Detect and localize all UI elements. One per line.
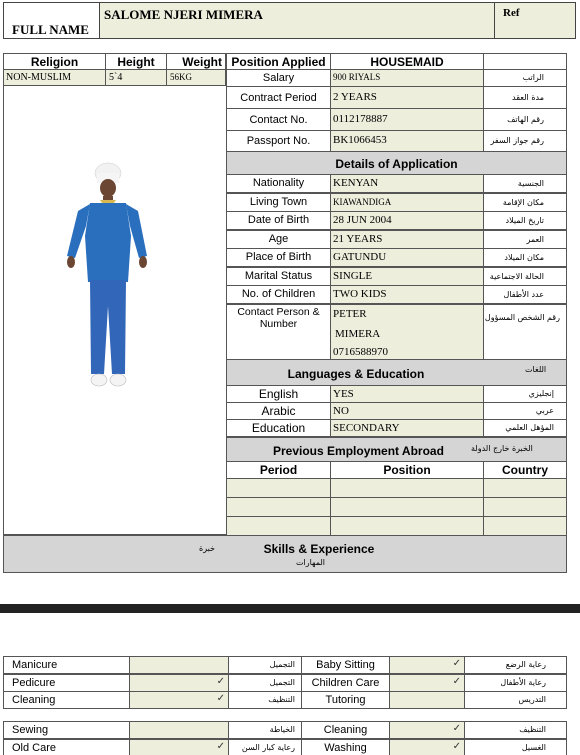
employment-period-cell <box>226 478 331 498</box>
skill-ar: رعاية الأطفال <box>500 677 546 687</box>
details-title: Details of Application <box>335 157 458 171</box>
contract-ar: رقم الهاتف <box>507 115 544 124</box>
detail-value: TWO KIDS <box>330 285 484 304</box>
skill-check-cell <box>129 691 229 709</box>
skill-label: Washing <box>301 739 390 755</box>
language-ar: المؤهل العلمي <box>505 423 554 432</box>
check-icon: ✓ <box>452 675 461 687</box>
language-ar: إنجليزي <box>528 389 554 398</box>
skill-check-cell <box>129 674 229 692</box>
applicant-photo <box>4 86 226 534</box>
language-ar-cell <box>483 385 567 403</box>
skill-ar: رعاية الرضع <box>505 660 546 669</box>
photo-frame <box>3 85 227 535</box>
detail-ar: العمر <box>526 234 544 244</box>
language-label: English <box>226 385 331 403</box>
detail-ar: الحالة الاجتماعية <box>489 271 544 281</box>
skill-label: Old Care <box>3 739 130 755</box>
detail-ar-cell <box>483 267 567 286</box>
languages-title: Languages & Education <box>287 367 425 381</box>
contract-value: BK1066453 <box>330 130 484 152</box>
contract-label: Salary <box>226 69 331 87</box>
contract-ar-cell <box>483 108 567 131</box>
contact-name-1: PETER <box>333 308 367 320</box>
language-label: Arabic <box>226 402 331 420</box>
contact-person-label: Contact Person & Number <box>237 306 320 330</box>
skill-label: Cleaning <box>301 721 390 739</box>
employment-header <box>226 437 567 462</box>
skill-ar-cell <box>464 721 567 739</box>
employment-col-period: Period <box>226 461 331 479</box>
contract-value: 900 RIYALS <box>330 69 484 87</box>
employment-title-ar: الخبرة خارج الدولة <box>471 444 533 453</box>
skill-check-cell <box>389 739 465 755</box>
skills-title-ar: خبرة <box>199 544 215 553</box>
skill-label: Baby Sitting <box>301 656 390 674</box>
contract-label: Contract Period <box>226 86 331 109</box>
skill-ar: الخياطة <box>269 725 295 734</box>
detail-ar: مكان الإقامة <box>502 197 544 207</box>
skill-ar-cell <box>464 656 567 674</box>
employment-position-cell <box>330 497 484 517</box>
skill-label: Tutoring <box>301 691 390 709</box>
skill-ar-cell <box>228 721 302 739</box>
skill-check-cell <box>129 656 229 674</box>
skill-ar-cell <box>464 691 567 709</box>
detail-ar-cell <box>483 193 567 212</box>
employment-country-cell <box>483 497 567 517</box>
height-value: 5`4 <box>105 69 167 86</box>
detail-label: Living Town <box>226 193 331 212</box>
weight-header: Weight <box>166 53 226 70</box>
skill-ar: التدريس <box>518 695 546 704</box>
check-icon: ✓ <box>452 740 461 752</box>
employment-position-cell <box>330 478 484 498</box>
religion-header: Religion <box>3 53 106 70</box>
detail-value: GATUNDU <box>330 248 484 267</box>
contract-value: 2 YEARS <box>330 86 484 109</box>
skill-ar-cell <box>228 691 302 709</box>
detail-ar-cell <box>483 211 567 230</box>
position-header: Position Applied <box>226 53 331 70</box>
detail-value: SINGLE <box>330 267 484 286</box>
full-name-cell <box>99 2 495 39</box>
skill-label: Pedicure <box>3 674 130 692</box>
detail-value: 28 JUN 2004 <box>330 211 484 230</box>
full-name-value: SALOME NJERI MIMERA <box>104 7 263 22</box>
full-name-label: FULL NAME <box>12 22 89 37</box>
skill-check-cell <box>389 691 465 709</box>
employment-col-position: Position <box>330 461 484 479</box>
skills-title: Skills & Experience <box>263 542 375 556</box>
detail-ar-cell <box>483 174 567 193</box>
skill-check-cell <box>389 721 465 739</box>
language-ar-cell <box>483 402 567 420</box>
position-value: HOUSEMAID <box>330 53 484 70</box>
language-ar-cell <box>483 419 567 437</box>
detail-label: Nationality <box>226 174 331 193</box>
check-icon: ✓ <box>452 723 461 734</box>
contract-ar: رقم جواز السفر <box>490 136 544 145</box>
page-divider <box>0 604 580 613</box>
detail-value: KENYAN <box>330 174 484 193</box>
contact-person-ar-cell <box>483 304 567 360</box>
skill-ar-cell <box>464 674 567 692</box>
skill-ar: الغسيل <box>521 742 546 752</box>
position-ar-cell <box>483 53 567 70</box>
contract-ar: الراتب <box>522 73 544 82</box>
skill-label: Cleaning <box>3 691 130 709</box>
ref-label: Ref <box>503 7 520 19</box>
contact-person-value-cell <box>330 304 484 360</box>
language-value: SECONDARY <box>330 419 484 437</box>
check-icon: ✓ <box>216 675 225 687</box>
skill-check-cell <box>129 721 229 739</box>
employment-country-cell <box>483 516 567 536</box>
skill-ar: رعاية كبار السن <box>241 742 295 752</box>
contract-ar-cell <box>483 69 567 87</box>
skill-ar-cell <box>228 739 302 755</box>
contract-value: 0112178887 <box>330 108 484 131</box>
contract-label: Passport No. <box>226 130 331 152</box>
skill-ar: التجميل <box>269 677 295 687</box>
employment-period-cell <box>226 497 331 517</box>
detail-value: 21 YEARS <box>330 230 484 249</box>
employment-position-cell <box>330 516 484 536</box>
skill-ar-cell <box>228 674 302 692</box>
detail-ar-cell <box>483 285 567 304</box>
ref-cell <box>494 2 576 39</box>
detail-value: KIAWANDIGA <box>330 193 484 212</box>
detail-label: Marital Status <box>226 267 331 286</box>
detail-label: Place of Birth <box>226 248 331 267</box>
detail-ar: تاريخ الميلاد <box>505 216 544 225</box>
religion-value: NON-MUSLIM <box>3 69 106 86</box>
skill-label: Children Care <box>301 674 390 692</box>
language-value: NO <box>330 402 484 420</box>
employment-title: Previous Employment Abroad <box>273 444 444 458</box>
skill-ar: التنظيف <box>519 725 546 734</box>
language-label: Education <box>226 419 331 437</box>
contract-ar-cell <box>483 86 567 109</box>
detail-ar-cell <box>483 230 567 249</box>
check-icon: ✓ <box>216 740 225 752</box>
detail-ar: عدد الأطفال <box>503 290 544 299</box>
contract-ar: مدة العقد <box>512 93 544 102</box>
contact-name-2: MIMERA <box>335 328 381 340</box>
skill-ar: التجميل <box>269 660 295 669</box>
contact-person-label-cell <box>226 304 331 360</box>
check-icon: ✓ <box>216 693 225 704</box>
detail-label: No. of Children <box>226 285 331 304</box>
employment-col-country: Country <box>483 461 567 479</box>
check-icon: ✓ <box>452 658 461 669</box>
skills-header <box>3 535 567 573</box>
employment-country-cell <box>483 478 567 498</box>
contract-label: Contact No. <box>226 108 331 131</box>
skill-label: Manicure <box>3 656 130 674</box>
detail-ar: الجنسية <box>517 179 544 188</box>
languages-header <box>226 359 567 386</box>
contact-person-ar: رقم الشخص المسؤول <box>484 313 560 322</box>
weight-value: 56KG <box>166 69 226 86</box>
skill-ar: التنظيف <box>268 695 295 704</box>
skill-label: Sewing <box>3 721 130 739</box>
language-value: YES <box>330 385 484 403</box>
skill-check-cell <box>129 739 229 755</box>
detail-ar: مكان الميلاد <box>504 253 544 262</box>
language-ar: عربي <box>535 406 554 415</box>
height-header: Height <box>105 53 167 70</box>
skill-check-cell <box>389 674 465 692</box>
languages-title-ar: اللغات <box>525 365 547 374</box>
detail-ar-cell <box>483 248 567 267</box>
details-header <box>226 151 567 175</box>
skill-ar-cell <box>228 656 302 674</box>
contract-ar-cell <box>483 130 567 152</box>
skill-ar-cell <box>464 739 567 755</box>
detail-label: Age <box>226 230 331 249</box>
skills-subtitle-ar: المهارات <box>296 558 326 567</box>
detail-label: Date of Birth <box>226 211 331 230</box>
employment-period-cell <box>226 516 331 536</box>
skill-check-cell <box>389 656 465 674</box>
contact-number: 0716588970 <box>333 346 388 358</box>
full-name-label-cell <box>3 2 100 39</box>
